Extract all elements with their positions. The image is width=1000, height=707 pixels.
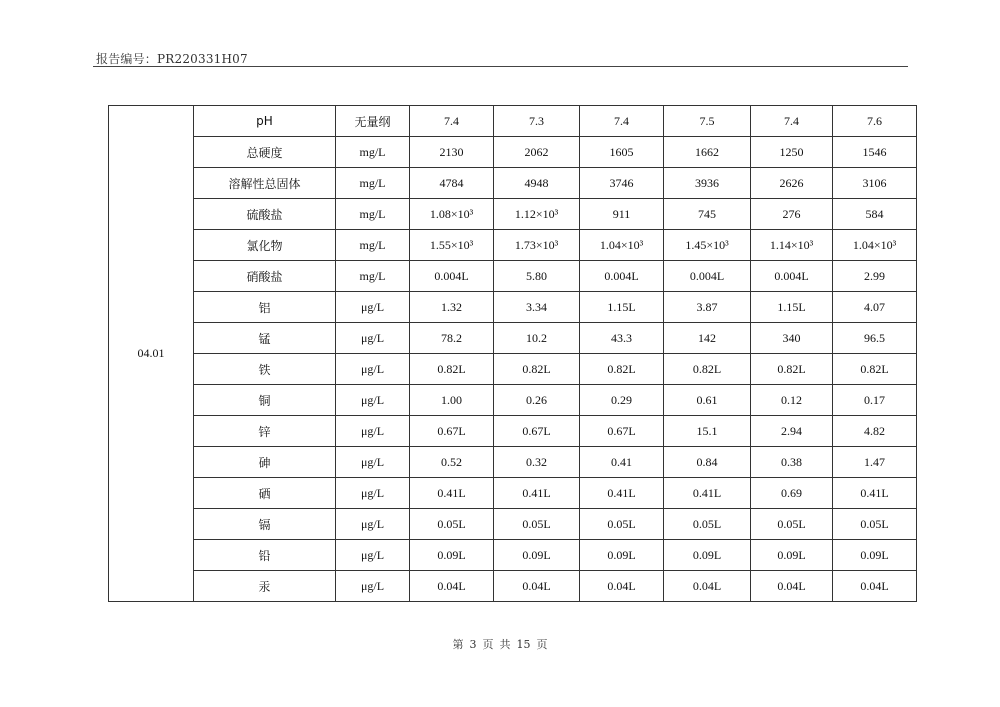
- value-cell: 1250: [751, 137, 833, 168]
- value-cell: 78.2: [410, 323, 494, 354]
- parameter-cell: 硒: [194, 478, 336, 509]
- header-rule: [93, 66, 908, 67]
- unit-cell: μg/L: [336, 292, 410, 323]
- value-cell: 584: [833, 199, 917, 230]
- footer-suffix: 页: [536, 638, 548, 651]
- value-cell: 0.09L: [580, 540, 664, 571]
- value-cell: 0.05L: [751, 509, 833, 540]
- table-row: [109, 416, 917, 447]
- unit-cell: 无量纲: [336, 106, 410, 137]
- value-cell: 0.04L: [751, 571, 833, 602]
- value-cell: 0.04L: [833, 571, 917, 602]
- value-cell: 0.84: [664, 447, 751, 478]
- value-cell: 0.82L: [410, 354, 494, 385]
- value-cell: 2062: [494, 137, 580, 168]
- unit-cell: μg/L: [336, 447, 410, 478]
- value-cell: 0.41L: [494, 478, 580, 509]
- table-row: [109, 106, 917, 137]
- footer-total-pages: 15: [516, 638, 531, 651]
- value-cell: 1.04×10³: [580, 230, 664, 261]
- value-cell: 15.1: [664, 416, 751, 447]
- station-id-cell: 04.01: [109, 106, 194, 602]
- parameter-cell: 镉: [194, 509, 336, 540]
- value-cell: 2130: [410, 137, 494, 168]
- value-cell: 7.4: [751, 106, 833, 137]
- unit-cell: μg/L: [336, 385, 410, 416]
- value-cell: 0.04L: [664, 571, 751, 602]
- value-cell: 3.34: [494, 292, 580, 323]
- parameter-cell: 锰: [194, 323, 336, 354]
- value-cell: 96.5: [833, 323, 917, 354]
- results-table: [108, 105, 917, 602]
- value-cell: 0.67L: [410, 416, 494, 447]
- value-cell: 0.26: [494, 385, 580, 416]
- value-cell: 0.67L: [580, 416, 664, 447]
- value-cell: 1.08×10³: [410, 199, 494, 230]
- table-row: [109, 540, 917, 571]
- value-cell: 0.41L: [664, 478, 751, 509]
- value-cell: 0.82L: [494, 354, 580, 385]
- value-cell: 1.14×10³: [751, 230, 833, 261]
- value-cell: 0.004L: [751, 261, 833, 292]
- parameter-cell: 溶解性总固体: [194, 168, 336, 199]
- value-cell: 0.67L: [494, 416, 580, 447]
- parameter-cell: 硫酸盐: [194, 199, 336, 230]
- value-cell: 0.69: [751, 478, 833, 509]
- value-cell: 0.05L: [410, 509, 494, 540]
- unit-cell: μg/L: [336, 323, 410, 354]
- value-cell: 1605: [580, 137, 664, 168]
- value-cell: 10.2: [494, 323, 580, 354]
- table-body: [109, 106, 917, 602]
- value-cell: 0.61: [664, 385, 751, 416]
- value-cell: 0.38: [751, 447, 833, 478]
- value-cell: 0.09L: [751, 540, 833, 571]
- table-row: [109, 447, 917, 478]
- value-cell: 3106: [833, 168, 917, 199]
- value-cell: 0.05L: [833, 509, 917, 540]
- value-cell: 4948: [494, 168, 580, 199]
- value-cell: 1.15L: [751, 292, 833, 323]
- value-cell: 0.29: [580, 385, 664, 416]
- value-cell: 1.47: [833, 447, 917, 478]
- results-table-container: [108, 105, 916, 597]
- value-cell: 4.82: [833, 416, 917, 447]
- value-cell: 0.004L: [410, 261, 494, 292]
- table-row: [109, 571, 917, 602]
- unit-cell: mg/L: [336, 199, 410, 230]
- value-cell: 1.32: [410, 292, 494, 323]
- value-cell: 1.55×10³: [410, 230, 494, 261]
- table-row: [109, 261, 917, 292]
- value-cell: 0.05L: [664, 509, 751, 540]
- value-cell: 0.09L: [410, 540, 494, 571]
- value-cell: 7.3: [494, 106, 580, 137]
- value-cell: 0.41L: [410, 478, 494, 509]
- unit-cell: μg/L: [336, 416, 410, 447]
- unit-cell: μg/L: [336, 478, 410, 509]
- value-cell: 7.6: [833, 106, 917, 137]
- parameter-cell: 铁: [194, 354, 336, 385]
- unit-cell: mg/L: [336, 137, 410, 168]
- value-cell: 0.52: [410, 447, 494, 478]
- value-cell: 7.5: [664, 106, 751, 137]
- unit-cell: mg/L: [336, 230, 410, 261]
- unit-cell: mg/L: [336, 261, 410, 292]
- table-row: [109, 292, 917, 323]
- value-cell: 7.4: [410, 106, 494, 137]
- footer-prefix: 第: [452, 638, 464, 651]
- value-cell: 1546: [833, 137, 917, 168]
- value-cell: 0.82L: [664, 354, 751, 385]
- parameter-cell: 总硬度: [194, 137, 336, 168]
- unit-cell: μg/L: [336, 571, 410, 602]
- value-cell: 142: [664, 323, 751, 354]
- value-cell: 7.4: [580, 106, 664, 137]
- value-cell: 1.04×10³: [833, 230, 917, 261]
- value-cell: 43.3: [580, 323, 664, 354]
- parameter-cell: 铝: [194, 292, 336, 323]
- table-row: [109, 478, 917, 509]
- table-row: [109, 323, 917, 354]
- value-cell: 745: [664, 199, 751, 230]
- parameter-cell: 砷: [194, 447, 336, 478]
- value-cell: 0.32: [494, 447, 580, 478]
- table-row: [109, 509, 917, 540]
- value-cell: 0.04L: [580, 571, 664, 602]
- value-cell: 0.41: [580, 447, 664, 478]
- value-cell: 0.41L: [580, 478, 664, 509]
- value-cell: 340: [751, 323, 833, 354]
- value-cell: 2.94: [751, 416, 833, 447]
- unit-cell: μg/L: [336, 540, 410, 571]
- value-cell: 0.82L: [580, 354, 664, 385]
- value-cell: 0.82L: [833, 354, 917, 385]
- value-cell: 1.15L: [580, 292, 664, 323]
- report-number: 报告编号：PR220331H07: [96, 52, 248, 66]
- value-cell: 0.41L: [833, 478, 917, 509]
- footer-page-number: 3: [469, 638, 477, 651]
- value-cell: 3936: [664, 168, 751, 199]
- value-cell: 0.09L: [664, 540, 751, 571]
- value-cell: 1662: [664, 137, 751, 168]
- value-cell: 5.80: [494, 261, 580, 292]
- parameter-cell: 氯化物: [194, 230, 336, 261]
- value-cell: 3.87: [664, 292, 751, 323]
- value-cell: 0.04L: [494, 571, 580, 602]
- page-footer: [0, 636, 1000, 652]
- unit-cell: mg/L: [336, 168, 410, 199]
- value-cell: 3746: [580, 168, 664, 199]
- footer-total-word: 共: [499, 638, 511, 651]
- value-cell: 0.05L: [494, 509, 580, 540]
- value-cell: 1.45×10³: [664, 230, 751, 261]
- value-cell: 0.17: [833, 385, 917, 416]
- value-cell: 0.82L: [751, 354, 833, 385]
- unit-cell: μg/L: [336, 509, 410, 540]
- value-cell: 0.09L: [833, 540, 917, 571]
- value-cell: 276: [751, 199, 833, 230]
- table-row: [109, 354, 917, 385]
- value-cell: 4.07: [833, 292, 917, 323]
- parameter-cell: 铜: [194, 385, 336, 416]
- table-row: [109, 168, 917, 199]
- value-cell: 4784: [410, 168, 494, 199]
- value-cell: 0.05L: [580, 509, 664, 540]
- value-cell: 1.73×10³: [494, 230, 580, 261]
- parameter-cell: 铅: [194, 540, 336, 571]
- table-row: [109, 230, 917, 261]
- value-cell: 0.004L: [664, 261, 751, 292]
- value-cell: 0.09L: [494, 540, 580, 571]
- value-cell: 0.04L: [410, 571, 494, 602]
- value-cell: 2.99: [833, 261, 917, 292]
- footer-page-word: 页: [482, 638, 494, 651]
- value-cell: 911: [580, 199, 664, 230]
- table-row: [109, 199, 917, 230]
- table-row: [109, 385, 917, 416]
- parameter-cell: 汞: [194, 571, 336, 602]
- parameter-cell: pH: [194, 106, 336, 137]
- value-cell: 1.12×10³: [494, 199, 580, 230]
- value-cell: 0.004L: [580, 261, 664, 292]
- parameter-cell: 锌: [194, 416, 336, 447]
- parameter-cell: 硝酸盐: [194, 261, 336, 292]
- value-cell: 1.00: [410, 385, 494, 416]
- table-row: [109, 137, 917, 168]
- value-cell: 0.12: [751, 385, 833, 416]
- value-cell: 2626: [751, 168, 833, 199]
- unit-cell: μg/L: [336, 354, 410, 385]
